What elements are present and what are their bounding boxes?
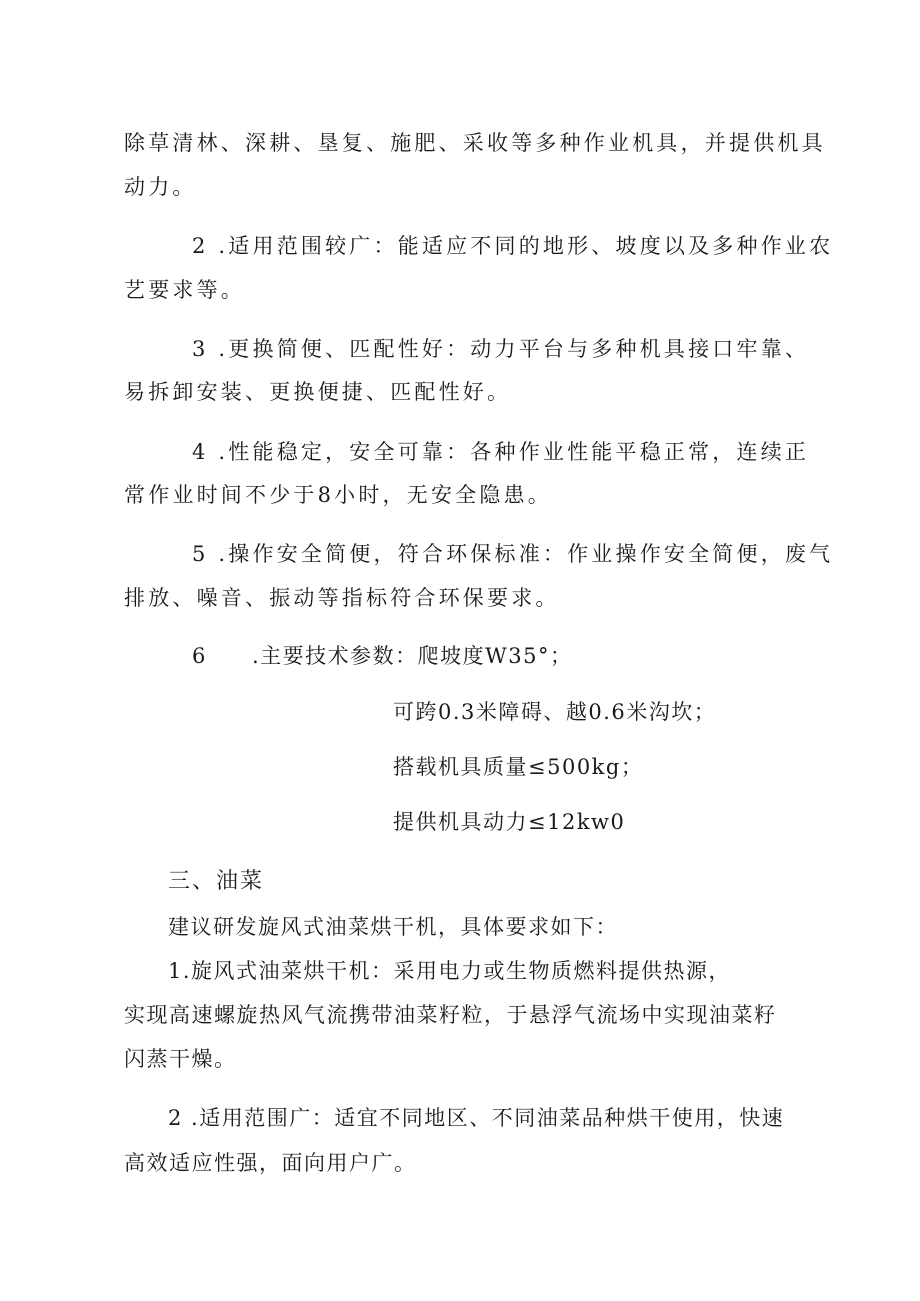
item-2-line-1: 2 .适用范围较广：能适应不同的地形、坡度以及多种作业农 xyxy=(192,234,834,258)
item-4-line-2: 常作业时间不少于8小时，无安全隐患。 xyxy=(124,483,552,507)
item-5-line-2: 排放、噪音、振动等指标符合环保要求。 xyxy=(124,586,560,610)
section3-item-2-line-2: 高效适应性强，面向用户广。 xyxy=(124,1151,417,1175)
section-heading: 三、油菜 xyxy=(168,869,265,894)
section3-item-1-line-3: 闪蒸干燥。 xyxy=(124,1047,237,1071)
item-6-text: .主要技术参数：爬坡度W35°； xyxy=(252,644,573,668)
item-3-line-1: 3 .更换简便、匹配性好：动力平台与多种机具接口牢靠、 xyxy=(192,337,810,361)
param-line-1: 可跨0.3米障碍、越0.6米沟坎； xyxy=(393,700,717,724)
section-intro: 建议研发旋风式油菜烘干机，具体要求如下： xyxy=(168,915,618,939)
section3-item-2-line-1: 2 .适用范围广：适宜不同地区、不同油菜品种烘干使用，快速 xyxy=(168,1106,785,1130)
item-4-line-1: 4 .性能稳定，安全可靠：各种作业性能平稳正常，连续正 xyxy=(192,440,810,464)
item-6-line xyxy=(192,642,572,670)
item-5-line-1: 5 .操作安全简便，符合环保标准：作业操作安全简便，废气 xyxy=(192,542,834,566)
paragraph-continuation-line: 动力。 xyxy=(124,175,197,199)
item-6-number: 6 xyxy=(192,644,207,668)
item-2-line-2: 艺要求等。 xyxy=(124,278,245,302)
section3-item-1-line-2: 实现高速螺旋热风气流携带油菜籽粒，于悬浮气流场中实现油菜籽 xyxy=(124,1003,777,1027)
param-line-2: 搭载机具质量≤500kg； xyxy=(393,755,644,779)
paragraph-continuation-line: 除草清林、深耕、垦复、施肥、采收等多种作业机具，并提供机具 xyxy=(124,131,826,155)
param-line-3: 提供机具动力≤12kw0 xyxy=(393,810,626,834)
item-3-line-2: 易拆卸安装、更换便捷、匹配性好。 xyxy=(124,380,512,404)
section3-item-1-line-1: 1.旋风式油菜烘干机：采用电力或生物质燃料提供热源， xyxy=(168,959,732,983)
